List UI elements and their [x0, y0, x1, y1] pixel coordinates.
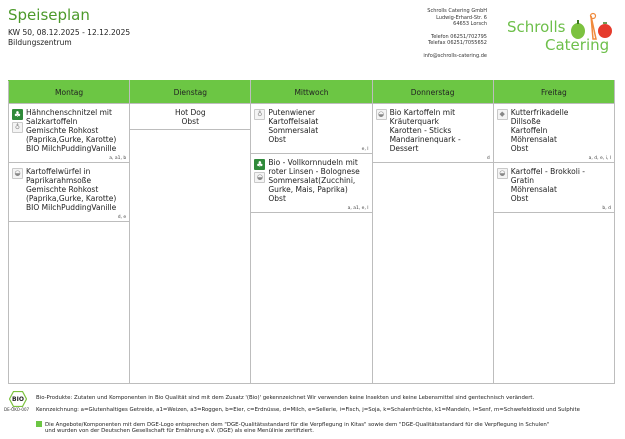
meal-line: Mandarinenquark -	[389, 135, 461, 144]
day-column-donnerstag	[372, 104, 493, 384]
meal-line: Gurke, Mais, Paprika)	[268, 185, 348, 194]
vegetarian-icon: ◒	[12, 168, 23, 179]
meal-line: Bio - Vollkornnudeln mit	[268, 158, 358, 167]
poultry-icon: ♁	[12, 122, 23, 133]
bio-certification-code: DE-ÖKO-007	[4, 407, 30, 412]
meal-line: (Paprika,Gurke, Karotte)	[26, 194, 117, 203]
meal-line: Paprikarahmsoße	[26, 176, 92, 185]
day-header-dienstag: Dienstag	[130, 81, 251, 104]
allergen-codes: d, e	[117, 215, 127, 220]
meal-line: Putenwiener	[268, 108, 316, 117]
meal-line: Kartoffeln	[510, 126, 548, 135]
meal-line: BIO MilchPuddingVanille	[26, 144, 117, 153]
bio-note: Bio-Produkte: Zutaten und Komponenten in Bio Qualität sind mit dem Zusatz '(Bio)' gekennzeichnet Wir verwenden keine Insekten und keine Lebensmittel sind gentechnisch verändert.	[36, 395, 535, 401]
allergen-codes: a, a1, b	[109, 156, 127, 161]
menu-table	[8, 80, 615, 384]
meal-line: (Paprika,Gurke, Karotte)	[26, 135, 117, 144]
meal-item	[494, 163, 614, 213]
company-name: Schrolls Catering GmbH	[427, 8, 487, 14]
company-fax: Telefax 06251/7055652	[428, 40, 487, 47]
meal-line: Karotten - Sticks	[389, 126, 452, 135]
meal-item	[9, 163, 129, 222]
meal-item	[130, 104, 250, 130]
day-header-row	[9, 81, 615, 104]
meal-item	[251, 154, 371, 213]
allergen-codes: a, a1, e, l	[347, 206, 369, 211]
vegetarian-icon: ◒	[497, 168, 508, 179]
meal-line: Obst	[510, 144, 529, 153]
meal-line: Obst	[181, 117, 200, 126]
dge-note-line: Die Angebote/Komponenten mit dem DGE-Logo entsprechen dem "DGE-Qualitätsstandard für die Verpflegung in Kitas" sowie dem "DGE-Qualitätsstandard für die Verpflegung in Schulen"	[45, 422, 550, 428]
meal-line: Dessert	[389, 144, 419, 153]
meal-line: BIO MilchPuddingVanille	[26, 203, 117, 212]
dge-note-line: und wurden von der Deutschen Gesellschaft für Ernährung e.V. (DGE) als eine Menülinie zertifiziert.	[45, 428, 315, 435]
bio-seal-icon	[9, 391, 27, 407]
meal-line: Obst	[510, 194, 529, 203]
allergen-codes: b, d	[602, 206, 611, 211]
meal-line: Sommersalat	[268, 126, 319, 135]
vegetarian-icon: ◒	[376, 109, 387, 120]
allergen-legend: Kennzeichnung: a=Glutenhaltiges Getreide, a1=Weizen, a3=Roggen, b=Eier, c=Erdnüsse, d=Milch, e=Sellerie, i=Fisch, j=Soja, k=Schalenfrüchte, k1=Mandeln, l=Senf, m=Schwefeldioxid und Sulphite	[36, 407, 580, 413]
meal-line: Gemischte Rohkost	[26, 185, 99, 194]
week-range: KW 50, 08.12.2025 - 12.12.2025	[8, 28, 131, 37]
meal-line: Kartoffelsalat	[268, 117, 319, 126]
company-email[interactable]: info@schrolls-catering.de	[423, 52, 487, 59]
vegetarian-icon: ◒	[254, 172, 265, 183]
day-header-freitag: Freitag	[493, 81, 614, 104]
meal-line: Bio Kartoffeln mit	[389, 108, 456, 117]
meal-item	[373, 104, 493, 163]
meal-line: Dillsoße	[510, 117, 541, 126]
company-phone: Telefon 06251/702795	[430, 33, 487, 40]
meal-line: Hähnchenschnitzel mit	[26, 108, 112, 117]
meal-line: Gemischte Rohkost	[26, 126, 99, 135]
day-header-montag: Montag	[9, 81, 130, 104]
meal-item	[494, 104, 614, 163]
allergen-codes: e, l	[361, 147, 369, 152]
logo-word-catering: Catering	[545, 36, 610, 54]
poultry-icon: ♁	[254, 109, 265, 120]
dge-logo-icon	[36, 421, 42, 427]
allergen-codes: d	[486, 156, 490, 161]
day-header-mittwoch: Mittwoch	[251, 81, 372, 104]
company-address	[423, 8, 487, 60]
meal-item	[9, 104, 129, 163]
company-logo	[505, 12, 615, 58]
meal-line: Möhrensalat	[510, 185, 557, 194]
bio-icon: ♣	[256, 159, 264, 169]
company-city: 64653 Lorsch	[453, 21, 487, 28]
meal-line: Gratin	[510, 176, 535, 185]
logo-word-schrolls: Schrolls	[507, 18, 566, 36]
day-header-donnerstag: Donnerstag	[372, 81, 493, 104]
meal-line: Hot Dog	[174, 108, 206, 117]
meal-line: Salzkartoffeln	[26, 117, 78, 126]
meal-line: Kutterfrikadelle	[510, 108, 569, 117]
meal-line: Obst	[268, 135, 286, 144]
day-column-dienstag	[130, 104, 251, 384]
meal-line: Obst	[268, 194, 286, 203]
page-subtitle	[8, 28, 130, 48]
svg-text:BIO: BIO	[12, 396, 24, 403]
day-column-freitag	[493, 104, 614, 384]
meal-line: Sommersalat(Zucchini,	[268, 176, 356, 185]
meal-line: Kartoffel - Brokkoli -	[510, 167, 586, 176]
location-name: Bildungszentrum	[8, 38, 72, 47]
fish-icon: ◆	[497, 109, 508, 120]
meal-line: Kräuterquark	[389, 117, 439, 126]
meal-item	[251, 104, 371, 154]
meal-line: roter Linsen - Bolognese	[268, 167, 360, 176]
day-column-montag	[9, 104, 130, 384]
meal-line: Kartoffelwürfel in	[26, 167, 91, 176]
allergen-codes: a, d, e, i, l	[588, 156, 611, 161]
meal-line: Möhrensalat	[510, 135, 557, 144]
page-title: Speiseplan	[8, 6, 90, 24]
day-column-mittwoch	[251, 104, 372, 384]
company-street: Ludwig-Erhard-Str. 6	[436, 14, 487, 21]
dge-note	[36, 421, 611, 435]
bio-icon: ♣	[13, 109, 22, 119]
